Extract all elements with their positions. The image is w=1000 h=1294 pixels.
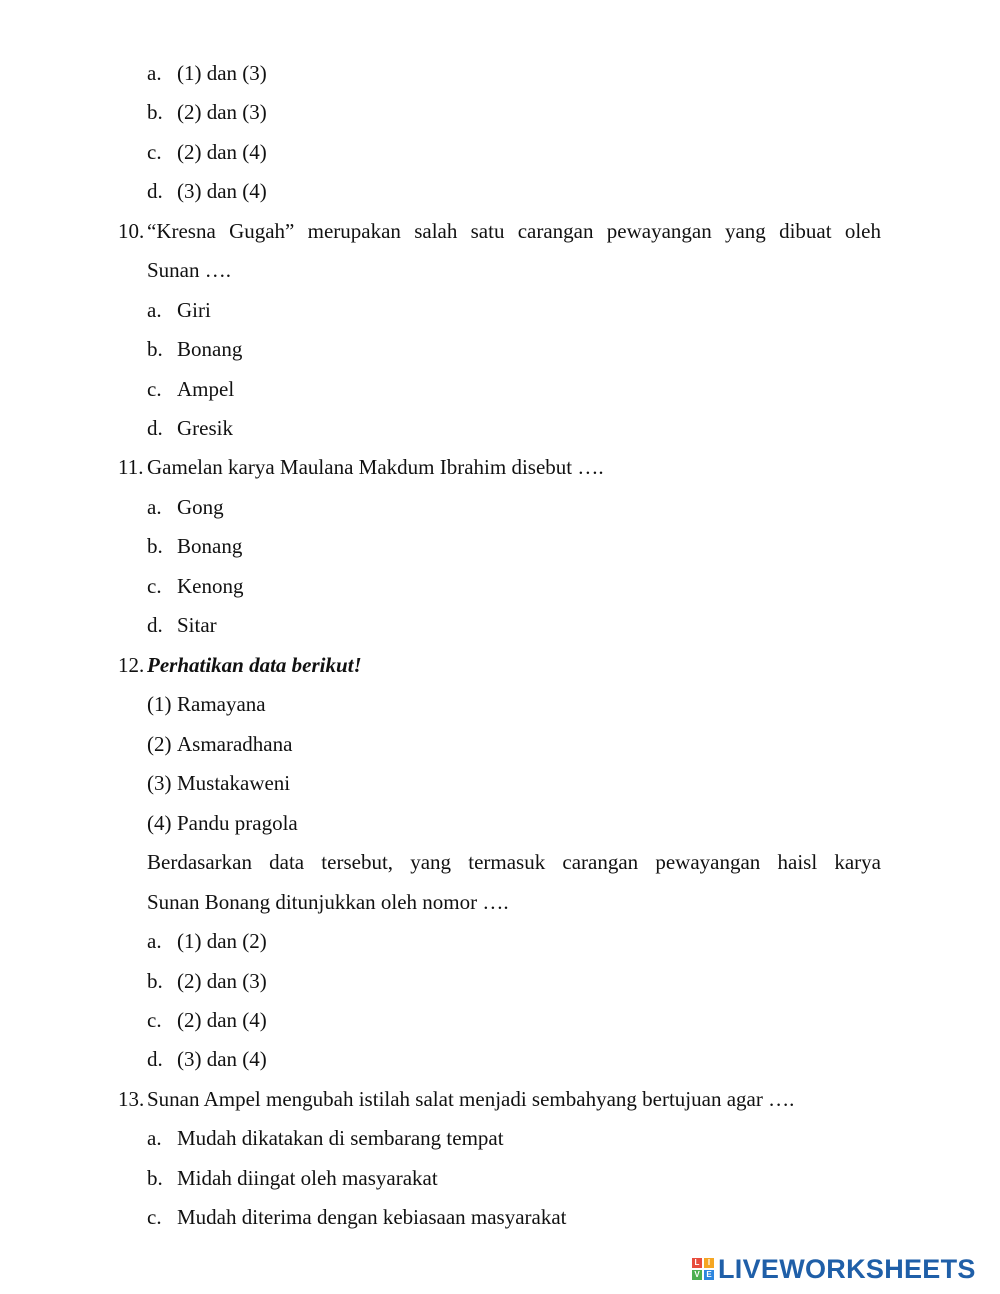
option-letter: b. <box>147 969 163 993</box>
option-letter: c. <box>147 140 162 164</box>
option-letter: a. <box>147 495 162 519</box>
question-number: 12. <box>118 653 145 677</box>
logo-block-i: I <box>704 1258 714 1268</box>
question-number: 11. <box>118 455 144 479</box>
logo-text: LIVEWORKSHEETS <box>718 1253 976 1284</box>
option-text: (3) dan (4) <box>177 1047 267 1071</box>
statement-text: Pandu pragola <box>177 811 298 835</box>
option-letter: b. <box>147 1166 163 1190</box>
logo-block-v: V <box>692 1270 702 1280</box>
option-text: Bonang <box>177 534 243 558</box>
option-letter: a. <box>147 61 162 85</box>
option-letter: d. <box>147 1047 163 1071</box>
logo-block-l: L <box>692 1258 702 1268</box>
option-letter: c. <box>147 1205 162 1229</box>
question-number: 10. <box>118 219 145 243</box>
option-text: Midah diingat oleh masyarakat <box>177 1166 438 1190</box>
option-text: (2) dan (3) <box>177 969 267 993</box>
statement-text: Ramayana <box>177 692 266 716</box>
option-text: Gresik <box>177 416 233 440</box>
option-text: Sitar <box>177 613 217 637</box>
statement-number: (2) <box>147 732 172 756</box>
question-number: 13. <box>118 1087 145 1111</box>
statement-number: (3) <box>147 771 172 795</box>
option-text: Kenong <box>177 574 244 598</box>
option-letter: d. <box>147 416 163 440</box>
option-text: Mudah dikatakan di sembarang tempat <box>177 1126 504 1150</box>
statement-number: (1) <box>147 692 172 716</box>
option-text: Bonang <box>177 337 243 361</box>
option-letter: a. <box>147 298 162 322</box>
option-letter: c. <box>147 574 162 598</box>
question-text-line2: Sunan Bonang ditunjukkan oleh nomor …. <box>147 890 509 914</box>
option-letter: b. <box>147 534 163 558</box>
option-letter: b. <box>147 337 163 361</box>
option-text: Giri <box>177 298 211 322</box>
option-text: Ampel <box>177 377 235 401</box>
statement-number: (4) <box>147 811 172 835</box>
option-letter: b. <box>147 100 163 124</box>
option-text: Gong <box>177 495 224 519</box>
option-letter: a. <box>147 929 162 953</box>
liveworksheets-logo <box>692 1252 992 1286</box>
option-letter: a. <box>147 1126 162 1150</box>
option-text: (2) dan (4) <box>177 140 267 164</box>
option-letter: d. <box>147 179 163 203</box>
option-letter: c. <box>147 1008 162 1032</box>
question-text-line1: Berdasarkan data tersebut, yang termasuk carangan pewayangan haisl karya <box>147 850 881 874</box>
question-text-line1: “Kresna Gugah” merupakan salah satu carangan pewayangan yang dibuat oleh <box>147 219 881 243</box>
option-text: Mudah diterima dengan kebiasaan masyarakat <box>177 1205 567 1229</box>
question-text: Sunan Ampel mengubah istilah salat menjadi sembahyang bertujuan agar …. <box>147 1087 795 1111</box>
option-text: (1) dan (3) <box>177 61 267 85</box>
option-letter: c. <box>147 377 162 401</box>
question-text-line2: Sunan …. <box>147 258 231 282</box>
option-text: (2) dan (4) <box>177 1008 267 1032</box>
option-text: (1) dan (2) <box>177 929 267 953</box>
logo-blocks-icon <box>692 1258 714 1280</box>
statement-text: Mustakaweni <box>177 771 291 795</box>
question-heading: Perhatikan data berikut! <box>147 653 362 677</box>
question-text: Gamelan karya Maulana Makdum Ibrahim disebut …. <box>147 455 604 479</box>
logo-block-e: E <box>704 1270 714 1280</box>
option-text: (3) dan (4) <box>177 179 267 203</box>
option-text: (2) dan (3) <box>177 100 267 124</box>
statement-text: Asmaradhana <box>177 732 293 756</box>
option-letter: d. <box>147 613 163 637</box>
